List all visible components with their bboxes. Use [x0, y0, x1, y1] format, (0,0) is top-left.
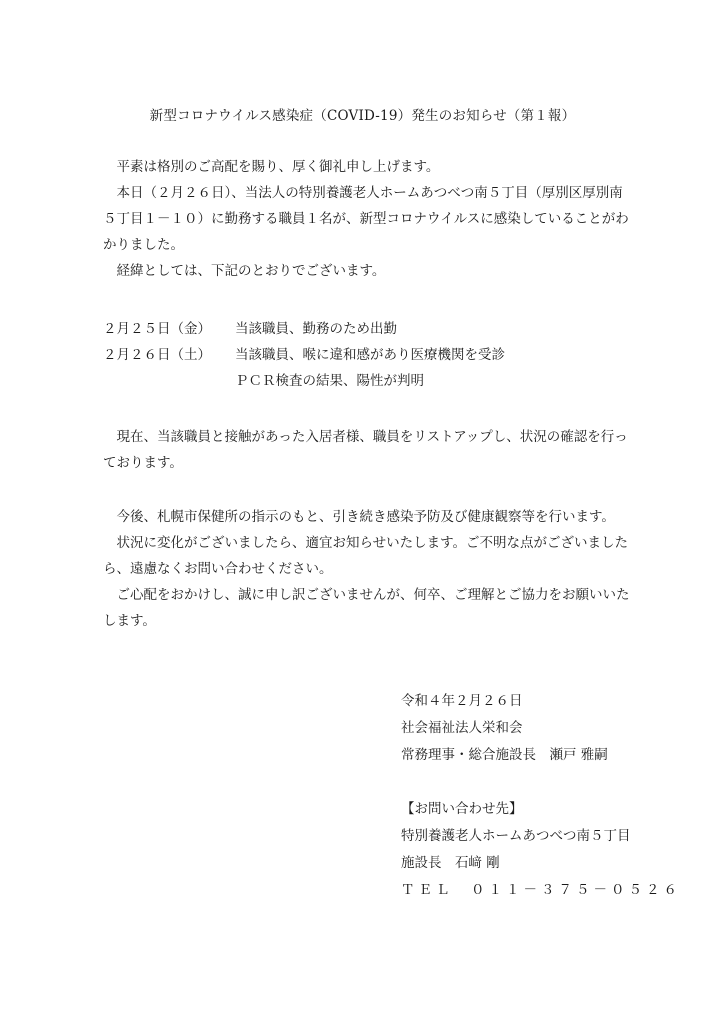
schedule-desc: 当該職員、喉に違和感があり医療機関を受診	[235, 347, 505, 363]
contact-block	[401, 796, 681, 904]
incident-paragraph: 本日（２月２６日）、当法人の特別養護老人ホームあつべつ南５丁目（厚別区厚別南５丁目１－１０）に勤務する職員１名が、新型コロナウイルスに感染していることがわかりました。	[103, 185, 629, 253]
status-section	[103, 424, 630, 476]
document-title: 新型コロナウイルス感染症（COVID-19）発生のお知らせ（第１報）	[149, 108, 576, 124]
contact-heading: 【お問い合わせ先】	[401, 801, 523, 817]
signature-date: 令和４年２月２６日	[401, 693, 523, 709]
status-paragraph: 現在、当該職員と接触があった入居者様、職員をリストアップし、状況の確認を行っております。	[103, 429, 628, 471]
schedule-row	[103, 316, 630, 342]
schedule-row	[103, 368, 630, 394]
notice-paragraph: 状況に変化がございましたら、適宜お知らせいたします。ご不明な点がございましたら、遠慮なくお問い合わせください。	[103, 535, 629, 577]
contact-facility: 特別養護老人ホームあつべつ南５丁目	[401, 828, 631, 844]
signature-organization: 社会福祉法人栄和会	[401, 720, 523, 736]
schedule-date: ２月２６日（土）	[103, 347, 211, 363]
contact-person: 施設長 石﨑 剛	[401, 855, 500, 871]
background-paragraph: 経緯としては、下記のとおりでございます。	[116, 263, 386, 279]
schedule-list	[103, 316, 630, 394]
apology-paragraph: ご心配をおかけし、誠に申し訳ございませんが、何卒、ご理解とご協力をお願いいたします。	[103, 587, 630, 629]
signature-block	[401, 688, 608, 769]
schedule-desc: 当該職員、勤務のため出勤	[235, 321, 397, 337]
prevention-paragraph: 今後、札幌市保健所の指示のもと、引き続き感染予防及び健康観察等を行います。	[116, 509, 615, 525]
schedule-row	[103, 342, 630, 368]
signature-signer: 常務理事・総合施設長 瀬戸 雅嗣	[401, 747, 608, 763]
intro-section	[103, 154, 630, 284]
contact-phone: ＴＥＬ ０１１－３７５－０５２６	[401, 882, 681, 898]
schedule-desc: ＰＣＲ検査の結果、陽性が判明	[235, 373, 424, 389]
schedule-date: ２月２５日（金）	[103, 321, 211, 337]
greeting-paragraph: 平素は格別のご高配を賜り、厚く御礼申し上げます。	[116, 159, 440, 175]
followup-section	[103, 504, 630, 634]
